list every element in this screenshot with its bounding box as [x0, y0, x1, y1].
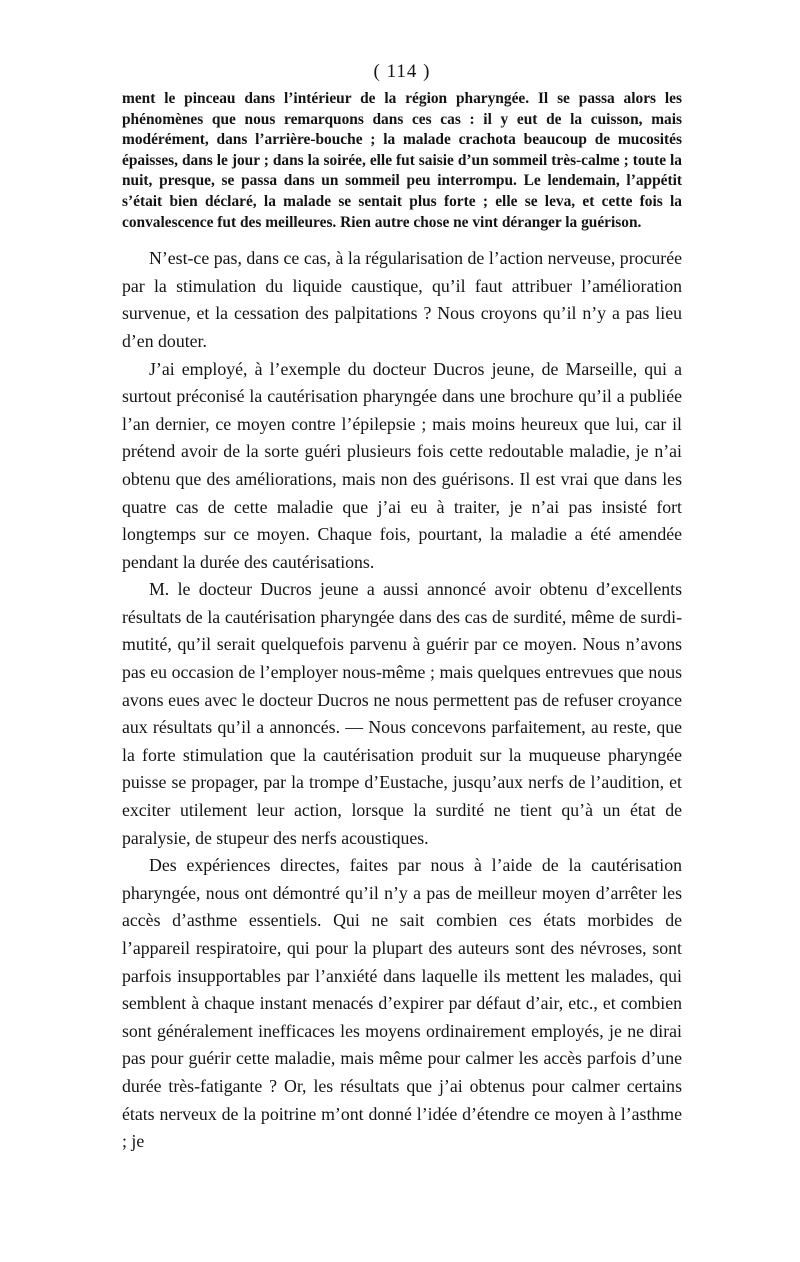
paragraph-1: N’est-ce pas, dans ce cas, à la régularisation de l’action nerveuse, procurée par la stimulation du liquide caustique, qu’il faut attribuer l’amélioration survenue, et la cessation des palpitations ? Nous croyons qu’il n’y a pas lieu d’en douter. — [122, 248, 682, 351]
paragraph-3: M. le docteur Ducros jeune a aussi annoncé avoir obtenu d’excellents résultats de la cautérisation pharyngée dans des cas de surdité, même de surdi-mutité, qu’il serait quelquefois parvenu à guérir par ce moyen. Nous n’avons pas eu occasion de l’employer nous-même ; mais quelques entrevues que nous avons eues avec le docteur Ducros ne nous permettent pas de refuser croyance aux résultats qu’il a annoncés. — Nous concevons parfaitement, au reste, que la forte stimulation que la cautérisation produit sur la muqueuse pharyngée puisse se propager, par la trompe d’Eustache, jusqu’aux nerfs de l’audition, et exciter utilement leur action, lorsque la surdité ne tient qu’à un état de paralysie, de stupeur des nerfs acoustiques. — [122, 579, 682, 848]
body-text — [122, 245, 682, 1156]
paragraph-4: Des expériences directes, faites par nous à l’aide de la cautérisation pharyngée, nous ont démontré qu’il n’y a pas de meilleur moyen d’arrêter les accès d’asthme essentiels. Qui ne sait combien ces états morbides de l’appareil respiratoire, qui pour la plupart des auteurs sont des névroses, sont parfois insupportables par l’anxiété dans laquelle ils mettent les malades, qui semblent à chaque instant menacés d’expirer par défaut d’air, etc., et combien sont généralement inefficaces les moyens ordinairement employés, je ne dirai pas pour guérir cette maladie, mais même pour calmer les accès parfois d’une durée très-fatigante ? Or, les résultats que j’ai obtenus pour calmer certains états nerveux de la poitrine m’ont donné l’idée d’étendre ce moyen à l’asthme ; je — [122, 855, 682, 1152]
book-page — [122, 60, 682, 1156]
page-number: ( 114 ) — [373, 61, 431, 82]
small-print-paragraph: ment le pinceau dans l’intérieur de la région pharyngée. Il se passa alors les phénomènes que nous remarquons dans ces cas : il y eut de la cuisson, mais modérément, dans l’arrière-bouche ; la malade crachota beaucoup de mucosités épaisses, dans le jour ; dans la soirée, elle fut saisie d’un sommeil très-calme ; toute la nuit, presque, se passa dans un sommeil peu interrompu. Le lendemain, l’appétit s’était bien déclaré, la malade se sentait plus forte ; elle se leva, et cette fois la convalescence fut des meilleures. Rien autre chose ne vint déranger la guérison. — [122, 90, 682, 231]
paragraph-2: J’ai employé, à l’exemple du docteur Ducros jeune, de Marseille, qui a surtout préconisé la cautérisation pharyngée dans une brochure qu’il a publiée l’an dernier, ce moyen contre l’épilepsie ; mais moins heureux que lui, car il prétend avoir de la sorte guéri plusieurs fois cette redoutable maladie, je n’ai obtenu que des améliorations, mais non des guérisons. Il est vrai que dans les quatre cas de cette maladie que j’ai eu à traiter, je n’ai pas insisté fort longtemps sur ce moyen. Chaque fois, pourtant, la maladie a été amendée pendant la durée des cautérisations. — [122, 358, 682, 572]
